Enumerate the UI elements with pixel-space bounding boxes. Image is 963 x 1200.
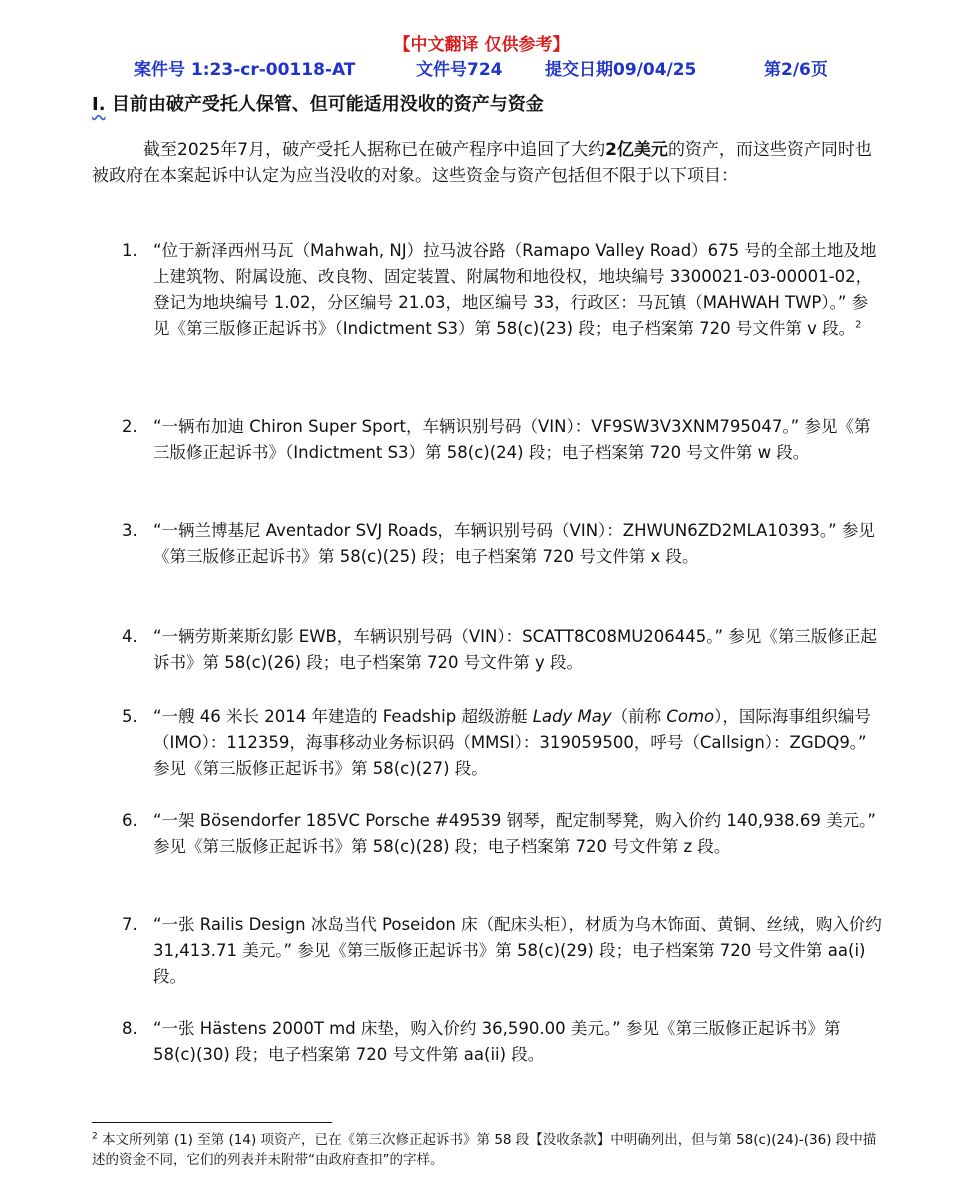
list-item-text-after: ），国际海事组织编号（IMO）：112359，海事移动业务标识码（MMSI）：319059500，呼号（Callsign）：ZGDQ9。” 参见《第三版修正起诉书》第 58(c)(27) 段。	[153, 707, 871, 778]
list-item-text: “位于新泽西州马瓦（Mahwah, NJ）拉马波谷路（Ramapo Valley Road）675 号的全部土地及地上建筑物、附属设施、改良物、固定装置、附属物和地役权，地块编号 3300021-03-00001-02，登记为地块编号 1.02，分区编号 21.03，地区编号 33，行政区：马瓦镇（MAHWAH TWP）。” 参见《第三版修正起诉书》（Indictment S3）第 58(c)(23) 段；电子档案第 720 号文件第 v 段。	[153, 241, 877, 338]
document-number: 文件号724	[416, 60, 503, 80]
section-title: 目前由破产受托人保管、但可能适用没收的资产与资金	[105, 94, 544, 115]
section-numeral: I.	[92, 94, 106, 115]
intro-paragraph	[92, 137, 882, 189]
list-item-text: “一张 Hästens 2000T md 床垫，购入价约 36,590.00 美元。” 参见《第三版修正起诉书》第 58(c)(30) 段；电子档案第 720 号文件第 aa(ii) 段。	[153, 1019, 841, 1064]
list-item	[122, 912, 882, 990]
footnote-reference[interactable]: 2	[855, 319, 862, 331]
yacht-former-name: Como	[666, 707, 715, 726]
footnote-divider	[92, 1122, 332, 1123]
list-item-number: 2.	[122, 417, 138, 436]
footnote-marker: 2	[92, 1131, 98, 1142]
list-item	[122, 414, 882, 466]
case-header	[0, 59, 963, 83]
section-heading	[92, 93, 544, 117]
list-item	[122, 808, 882, 860]
list-item-number: 7.	[122, 915, 138, 934]
list-item-text: “一架 Bösendorfer 185VC Porsche #49539 钢琴，配定制琴凳，购入价约 140,938.69 美元。” 参见《第三版修正起诉书》第 58(c)(28) 段；电子档案第 720 号文件第 z 段。	[153, 811, 876, 856]
list-item	[122, 1016, 882, 1068]
list-item-number: 4.	[122, 627, 138, 646]
list-item-text-mid: （前称	[611, 707, 667, 726]
list-item	[122, 704, 882, 782]
intro-text-before: 截至2025年7月，破产受托人据称已在破产程序中追回了大约	[143, 140, 606, 160]
list-item	[122, 624, 882, 676]
list-item-text: “一辆兰博基尼 Aventador SVJ Roads，车辆识别号码（VIN）：ZHWUN6ZD2MLA10393。” 参见《第三版修正起诉书》第 58(c)(25) 段；电子档案第 720 号文件第 x 段。	[153, 521, 875, 566]
list-item-text: “一张 Railis Design 冰岛当代 Poseidon 床（配床头柜），材质为乌木饰面、黄铜、丝绒，购入价约 31,413.71 美元。” 参见《第三版修正起诉书》第 58(c)(29) 段；电子档案第 720 号文件第 aa(i) 段。	[153, 915, 882, 986]
list-item-text-before: “一艘 46 米长 2014 年建造的 Feadship 超级游艇	[153, 707, 533, 726]
footnote	[92, 1130, 882, 1170]
list-item-text: “一辆劳斯莱斯幻影 EWB，车辆识别号码（VIN）：SCATT8C08MU206445。” 参见《第三版修正起诉书》第 58(c)(26) 段；电子档案第 720 号文件第 y 段。	[153, 627, 877, 672]
list-item-number: 3.	[122, 521, 138, 540]
list-item	[122, 238, 882, 342]
intro-bold-amount: 2亿美元	[605, 140, 668, 160]
case-number: 案件号 1:23-cr-00118-AT	[134, 60, 356, 80]
translation-banner: 【中文翻译 仅供参考】	[393, 35, 570, 55]
list-item-number: 6.	[122, 811, 138, 830]
list-item-number: 8.	[122, 1019, 138, 1038]
intro-text-after: 的资产，而这些资产同时也被政府在本案起诉中认定为应当没收的对象。这些资金与资产包括但不限于以下项目：	[92, 140, 872, 186]
list-item-text: “一辆布加迪 Chiron Super Sport，车辆识别号码（VIN）：VF9SW3V3XNM795047。” 参见《第三版修正起诉书》（Indictment S3）第 58(c)(24) 段；电子档案第 720 号文件第 w 段。	[153, 417, 871, 462]
list-item	[122, 518, 882, 570]
footnote-text: 本文所列第 (1) 至第 (14) 项资产，已在《第三次修正起诉书》第 58 段【没收条款】中明确列出，但与第 58(c)(24)-(36) 段中描述的资金不同，它们的列表并未附带“由政府查扣”的字样。	[92, 1132, 877, 1168]
page-number: 第2/6页	[764, 60, 828, 80]
list-item-number: 5.	[122, 707, 138, 726]
yacht-name: Lady May	[532, 707, 612, 726]
filed-date: 提交日期09/04/25	[545, 60, 697, 80]
list-item-number: 1.	[122, 241, 138, 260]
